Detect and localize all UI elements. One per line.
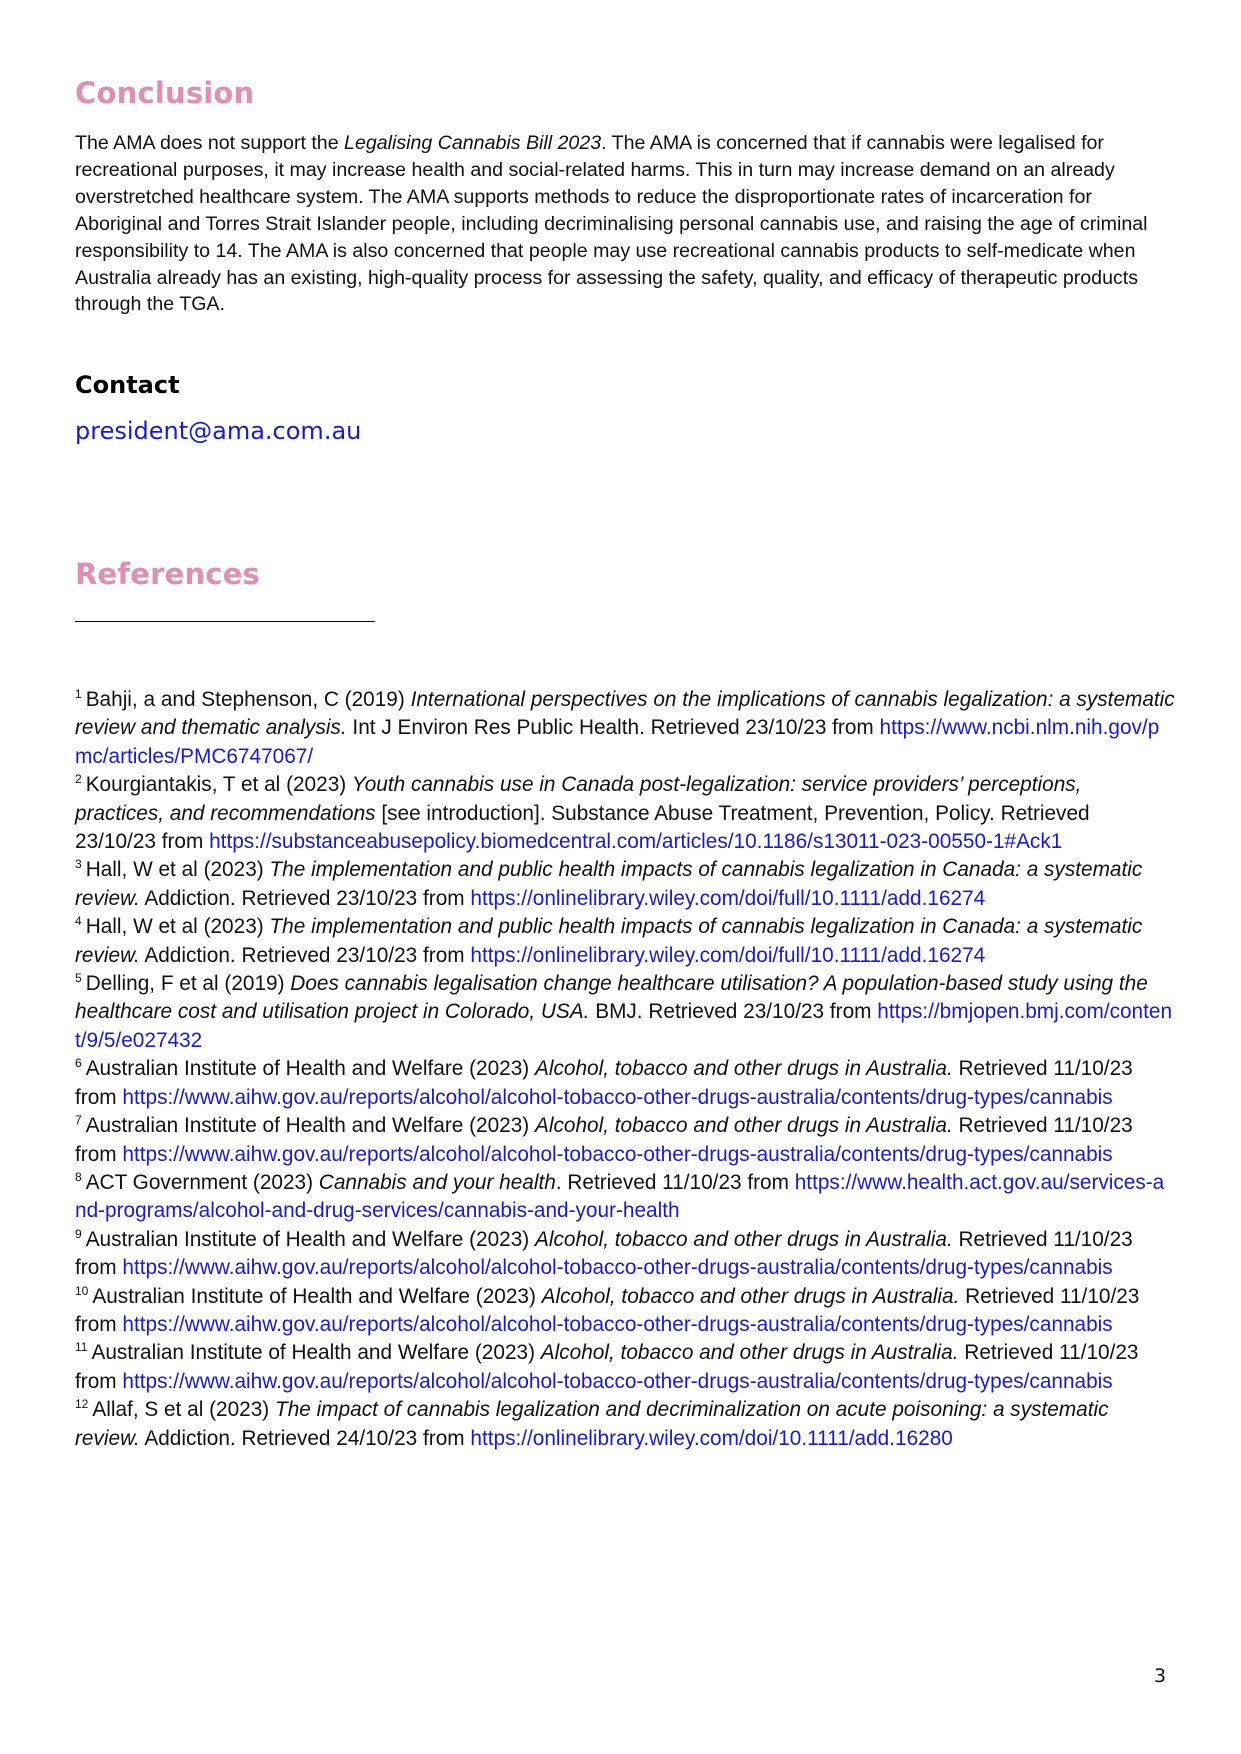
conclusion-text-pre: The AMA does not support the [75,132,345,154]
reference-link[interactable]: https://www.ncbi.nlm.nih.gov/pmc/articles/PMC6747067/ [75,716,1160,768]
reference-item: $^6$ Australian Institute of Health and Welfare (2023) Alcohol, tobacco and other drugs in Australia. Retrieved 11/10/23 from https://www.aihw.gov.au/reports/alcohol/alcohol-tobacco-other-drugs-australia/contents/drug-types/cannabis [75,1056,1133,1109]
reference-item: $^3$ Hall, W et al (2023) The implementation and public health impacts of cannabis legalization in Canada: a systematic review. Addiction. Retrieved 23/10/23 from https://onlinelibrary.wiley.com/doi/full/10.1111/add.16274 [75,857,1143,910]
reference-link[interactable]: https://onlinelibrary.wiley.com/doi/10.1111/add.16280 [470,1426,953,1450]
footnote-divider [75,621,375,622]
reference-link[interactable]: https://www.aihw.gov.au/reports/alcohol/alcohol-tobacco-other-drugs-australia/contents/drug-types/cannabis [122,1312,1113,1336]
conclusion-paragraph [75,130,1173,318]
reference-item: $^7$ Australian Institute of Health and Welfare (2023) Alcohol, tobacco and other drugs in Australia. Retrieved 11/10/23 from https://www.aihw.gov.au/reports/alcohol/alcohol-tobacco-other-drugs-australia/contents/drug-types/cannabis [75,1113,1133,1166]
footnote-number: 8 [75,1169,82,1184]
reference-link[interactable]: https://onlinelibrary.wiley.com/doi/full/10.1111/add.16274 [470,943,986,967]
contact-email-link[interactable]: president@ama.com.au [75,417,362,445]
reference-link[interactable]: https://www.aihw.gov.au/reports/alcohol/alcohol-tobacco-other-drugs-australia/contents/drug-types/cannabis [122,1085,1113,1109]
references-list [75,686,1175,1453]
reference-link[interactable]: https://www.aihw.gov.au/reports/alcohol/alcohol-tobacco-other-drugs-australia/contents/drug-types/cannabis [122,1369,1113,1393]
conclusion-text-post: . The AMA is concerned that if cannabis were legalised for recreational purposes, it may increase health and social-related harms. This in turn may increase demand on an already overstretched healthcare system. The AMA supports methods to reduce the disproportionate rates of incarceration for Aboriginal and Torres Strait Islander people, including decriminalising personal cannabis use, and raising the age of criminal responsibility to 14. The AMA is also concerned that people may use recreational cannabis products to self-medicate when Australia already has an existing, high-quality process for assessing the safety, quality, and efficacy of therapeutic products through the TGA. [75,132,1148,316]
reference-item: $^{12}$ Allaf, S et al (2023) The impact of cannabis legalization and decriminalization on acute poisoning: a systematic review. Addiction. Retrieved 24/10/23 from https://onlinelibrary.wiley.com/doi/10.1111/add.16280 [75,1397,1109,1450]
contact-heading: Contact [75,371,180,399]
footnote-number: 10 [75,1283,89,1298]
footnote-number: 3 [75,857,82,872]
footnote-number: 5 [75,971,82,986]
conclusion-heading: Conclusion [75,76,255,110]
footnote-number: 1 [75,687,82,701]
reference-item: $^2$ Kourgiantakis, T et al (2023) Youth cannabis use in Canada post-legalization: service providers’ perceptions, practices, and recommendations [see introduction]. Substance Abuse Treatment, Prevention, Policy. Retrieved 23/10/23 from https://substanceabusepolicy.biomedcentral.com/articles/10.1186/s13011-023-00550-1#Ack1 [75,772,1090,854]
references-heading: References [75,557,261,591]
reference-item: $^1$ Bahji, a and Stephenson, C (2019) International perspectives on the implications of cannabis legalization: a systematic review and thematic analysis. Int J Environ Res Public Health. Retrieved 23/10/23 from https://www.ncbi.nlm.nih.gov/pmc/articles/PMC6747067/ [75,687,1175,768]
reference-link[interactable]: https://www.aihw.gov.au/reports/alcohol/alcohol-tobacco-other-drugs-australia/contents/drug-types/cannabis [122,1256,1113,1280]
footnote-number: 6 [75,1056,82,1071]
reference-item: $^{11}$ Australian Institute of Health and Welfare (2023) Alcohol, tobacco and other drugs in Australia. Retrieved 11/10/23 from https://www.aihw.gov.au/reports/alcohol/alcohol-tobacco-other-drugs-australia/contents/drug-types/cannabis [75,1340,1139,1393]
reference-link[interactable]: https://www.aihw.gov.au/reports/alcohol/alcohol-tobacco-other-drugs-australia/contents/drug-types/cannabis [122,1142,1113,1166]
reference-item: $^5$ Delling, F et al (2019) Does cannabis legalisation change healthcare utilisation? A population-based study using the healthcare cost and utilisation project in Colorado, USA. BMJ. Retrieved 23/10/23 from https://bmjopen.bmj.com/content/9/5/e027432 [75,971,1173,1052]
reference-link[interactable]: https://substanceabusepolicy.biomedcentral.com/articles/10.1186/s13011-023-00550-1#Ack1 [209,830,1063,854]
footnote-number: 12 [75,1397,89,1412]
reference-link[interactable]: https://www.health.act.gov.au/services-and-programs/alcohol-and-drug-services/cannabis-and-your-health [75,1170,1165,1223]
reference-item: $^{10}$ Australian Institute of Health and Welfare (2023) Alcohol, tobacco and other drugs in Australia. Retrieved 11/10/23 from https://www.aihw.gov.au/reports/alcohol/alcohol-tobacco-other-drugs-australia/contents/drug-types/cannabis [75,1283,1140,1336]
footnote-number: 4 [75,914,82,929]
page-number: 3 [1154,1665,1167,1687]
reference-item: $^4$ Hall, W et al (2023) The implementation and public health impacts of cannabis legalization in Canada: a systematic review. Addiction. Retrieved 23/10/23 from https://onlinelibrary.wiley.com/doi/full/10.1111/add.16274 [75,914,1143,967]
reference-link[interactable]: https://bmjopen.bmj.com/content/9/5/e027432 [75,1000,1173,1052]
footnote-number: 7 [75,1113,82,1128]
footnote-number: 11 [75,1340,88,1355]
footnote-number: 9 [75,1226,82,1241]
reference-item: $^8$ ACT Government (2023) Cannabis and your health. Retrieved 11/10/23 from https://www.health.act.gov.au/services-and-programs/alcohol-and-drug-services/cannabis-and-your-health [75,1169,1165,1223]
bill-title: Legalising Cannabis Bill 2023 [344,132,602,154]
footnote-number: 2 [75,772,82,787]
reference-item: $^9$ Australian Institute of Health and Welfare (2023) Alcohol, tobacco and other drugs in Australia. Retrieved 11/10/23 from https://www.aihw.gov.au/reports/alcohol/alcohol-tobacco-other-drugs-australia/contents/drug-types/cannabis [75,1226,1133,1280]
reference-link[interactable]: https://onlinelibrary.wiley.com/doi/full/10.1111/add.16274 [470,886,986,910]
